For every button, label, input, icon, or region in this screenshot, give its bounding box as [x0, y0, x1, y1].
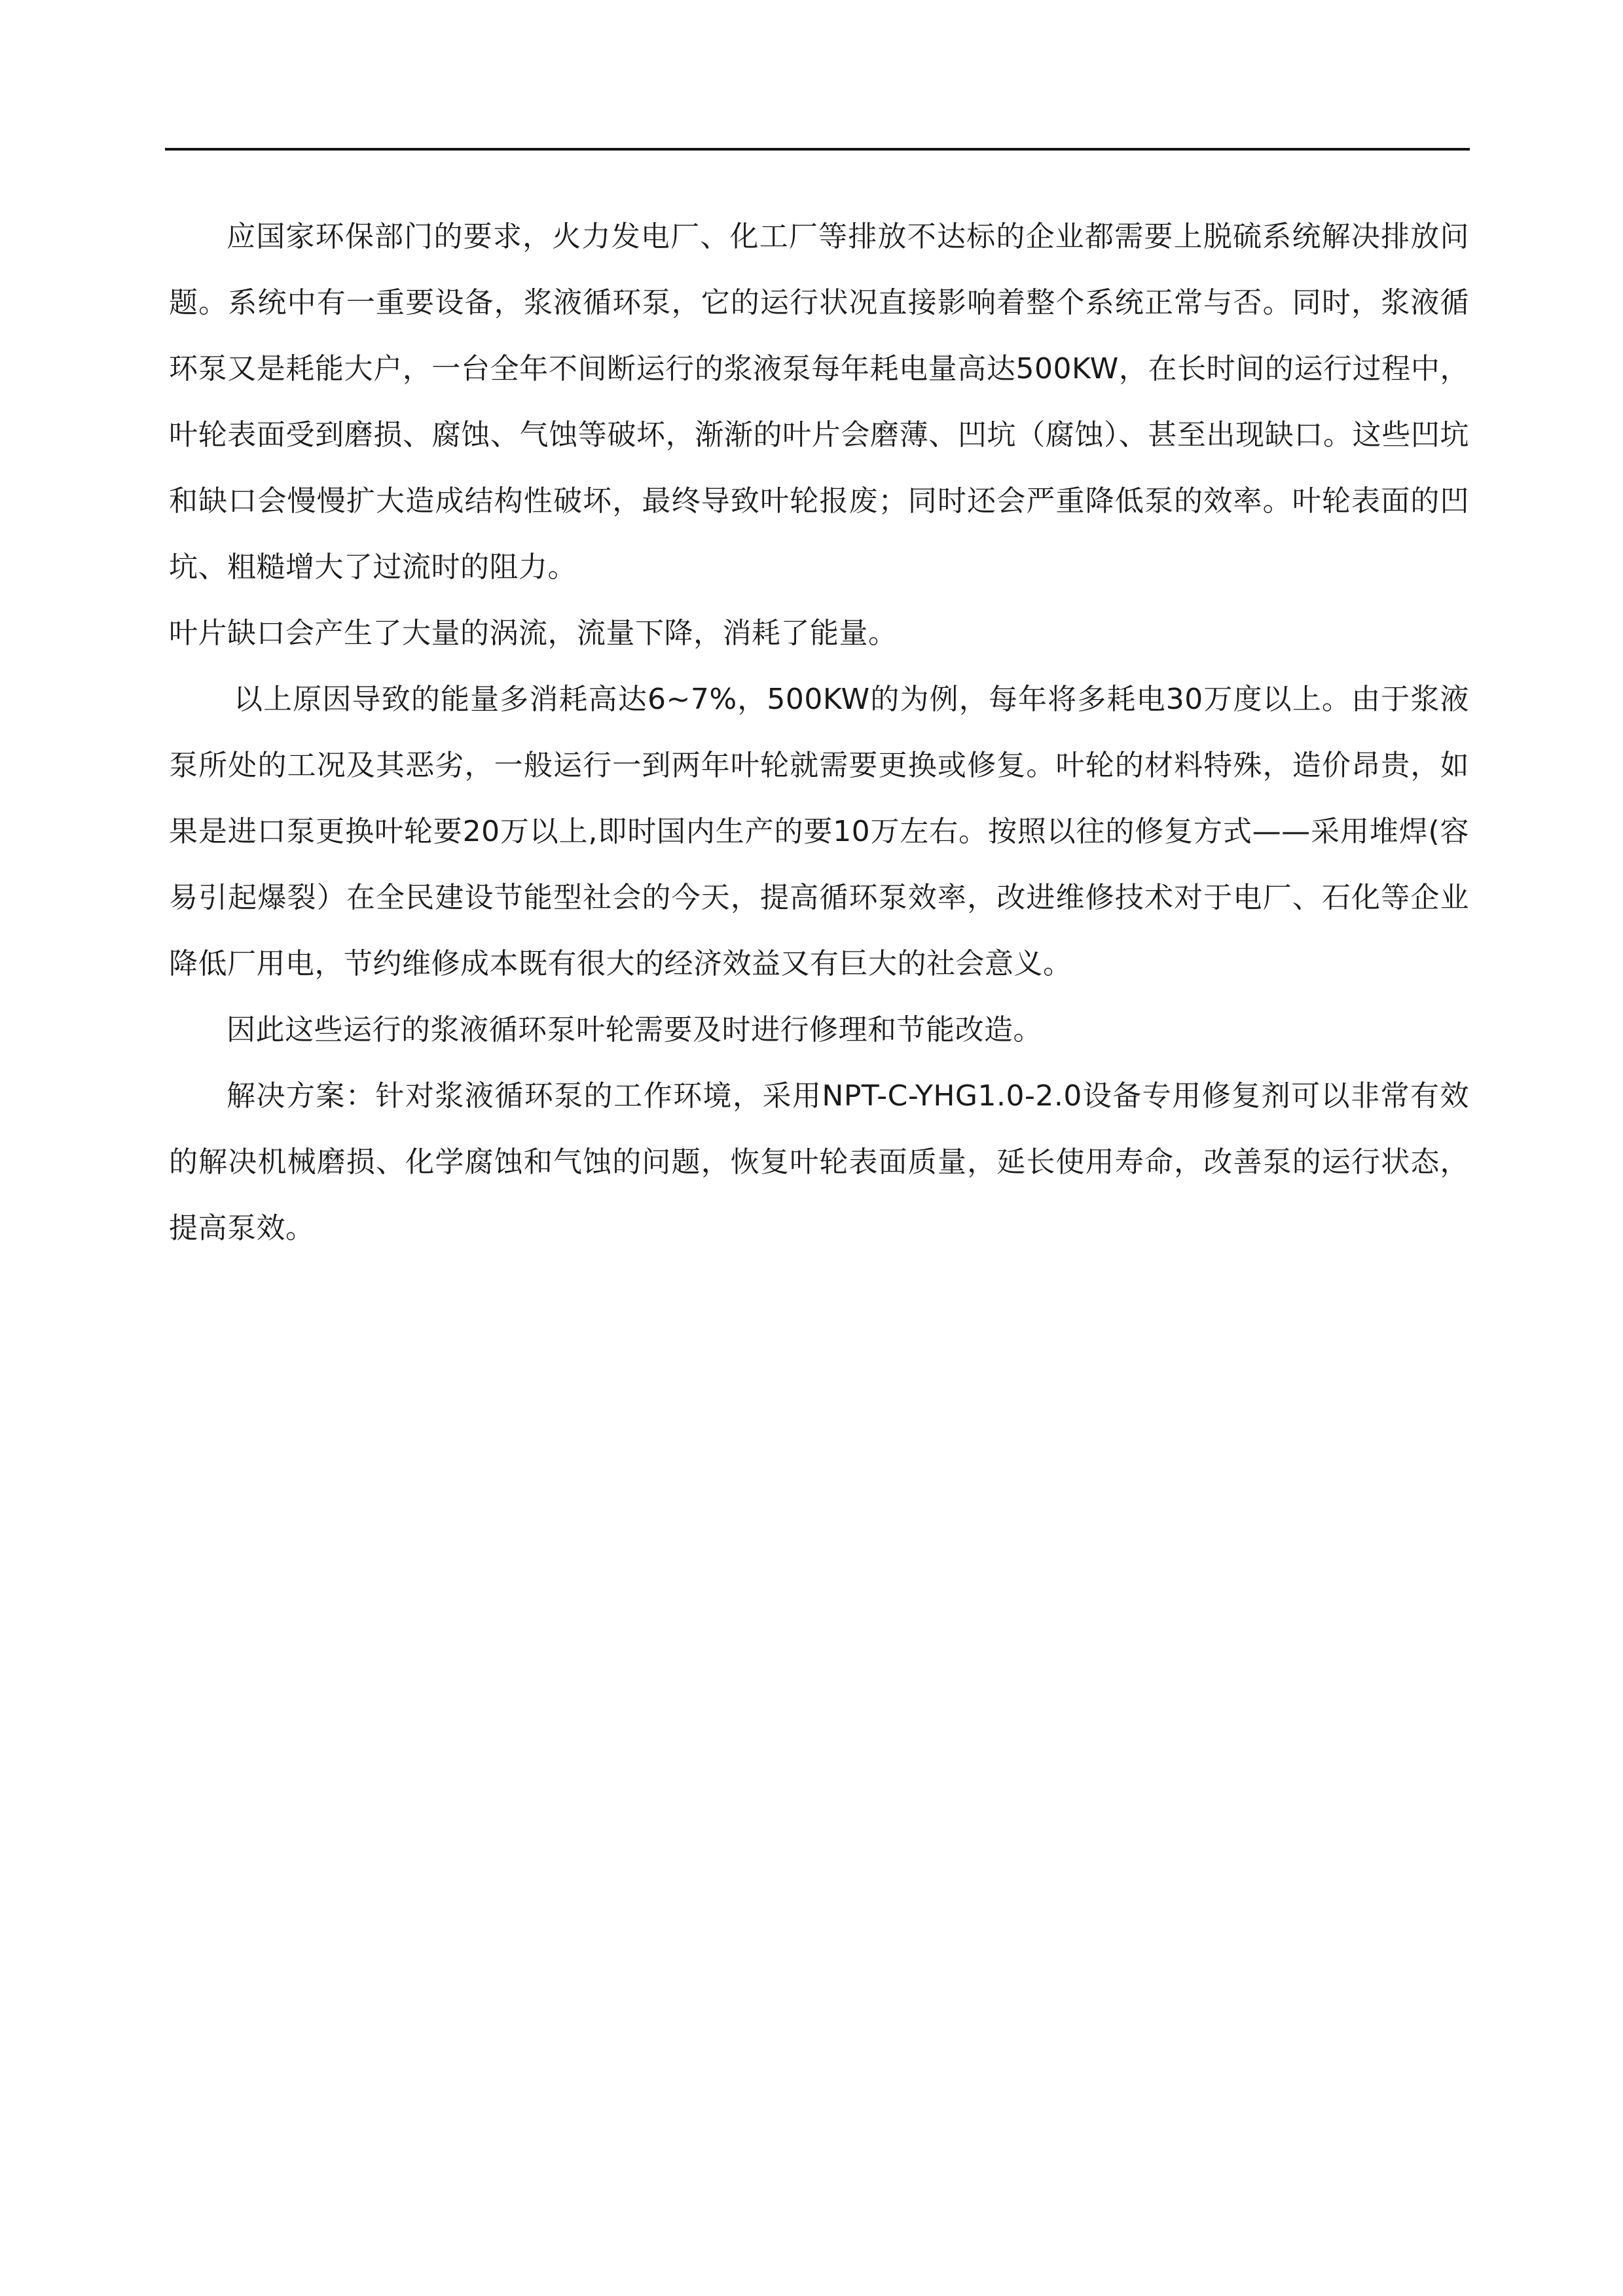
paragraph-energy-loss: 以上原因导致的能量多消耗高达6~7%，500KW的为例，每年将多耗电30万度以上。由于浆液泵所处的工况及其恶劣，一般运行一到两年叶轮就需要更换或修复。叶轮的材料特殊，造价昂贵，如果是进口泵更换叶轮要20万以上,即时国内生产的要10万左右。按照以往的修复方式——采用堆焊(容易引起爆裂）在全民建设节能型社会的今天，提高循环泵效率，改进维修技术对于电厂、石化等企业降低厂用电，节约维修成本既有很大的经济效益又有巨大的社会意义。	[169, 683, 1469, 980]
paragraph-background: 应国家环保部门的要求，火力发电厂、化工厂等排放不达标的企业都需要上脱硫系统解决排放问题。系统中有一重要设备，浆液循环泵，它的运行状况直接影响着整个系统正常与否。同时，浆液循环泵又是耗能大户，一台全年不间断运行的浆液泵每年耗电量高达500KW，在长时间的运行过程中，叶轮表面受到磨损、腐蚀、气蚀等破坏，渐渐的叶片会磨薄、凹坑（腐蚀）、甚至出现缺口。这些凹坑和缺口会慢慢扩大造成结构性破坏，最终导致叶轮报废；同时还会严重降低泵的效率。叶轮表面的凹坑、粗糙增大了过流时的阻力。	[169, 220, 1469, 584]
document-body	[169, 204, 1469, 1261]
paragraph-solution: 解决方案：针对浆液循环泵的工作环境，采用NPT-C-YHG1.0-2.0设备专用修复剂可以非常有效的解决机械磨损、化学腐蚀和气蚀的问题，恢复叶轮表面质量，延长使用寿命，改善泵的运行状态，提高泵效。	[169, 1079, 1469, 1245]
paragraph-conclusion: 因此这些运行的浆液循环泵叶轮需要及时进行修理和节能改造。	[227, 1013, 1042, 1047]
paragraph-vortex: 叶片缺口会产生了大量的涡流，流量下降，消耗了能量。	[169, 617, 898, 650]
header-rule	[165, 148, 1470, 151]
